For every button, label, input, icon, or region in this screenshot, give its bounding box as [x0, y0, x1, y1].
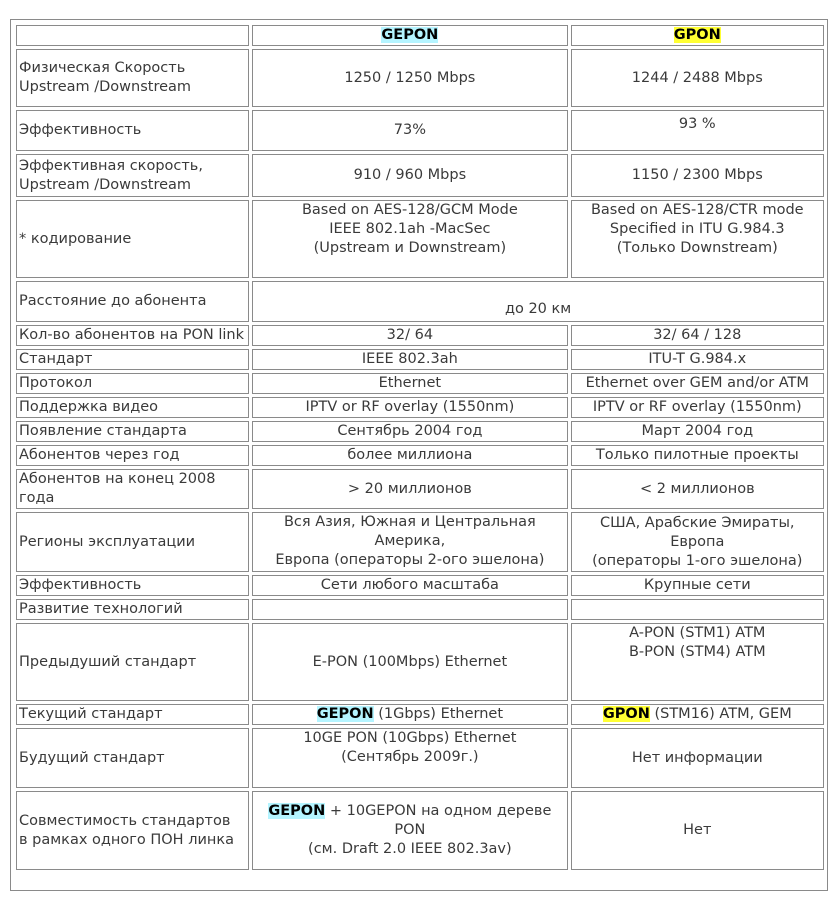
gepon-cell: Вся Азия, Южная и Центральная Америка, Европа (операторы 2-ого эшелона): [252, 512, 567, 572]
row-label: Совместимость стандартов в рамках одного ПОН линка: [16, 791, 249, 870]
row-label: Регионы эксплуатации: [16, 512, 249, 572]
table-row: [16, 791, 824, 870]
gpon-cell: Ethernet over GEM and/or ATM: [571, 373, 824, 394]
gpon-cell: IPTV or RF overlay (1550nm): [571, 397, 824, 418]
table-row: [16, 512, 824, 572]
gpon-cell: GPON (STM16) ATM, GEM: [571, 704, 824, 725]
gepon-cell: 32/ 64: [252, 325, 567, 346]
header-gepon: [252, 25, 567, 46]
table-row: [16, 325, 824, 346]
gpon-cell: Только пилотные проекты: [571, 445, 824, 466]
table-row: [16, 623, 824, 701]
header-gpon: [571, 25, 824, 46]
table-row: [16, 575, 824, 596]
gpon-cell: 1150 / 2300 Mbps: [571, 154, 824, 197]
table-row: [16, 728, 824, 788]
comparison-table-frame: [10, 19, 828, 891]
gpon-cell: 93 %: [571, 110, 824, 151]
gpon-cell: США, Арабские Эмираты, Европа (операторы 1-ого эшелона): [571, 512, 824, 572]
row-label: * кодирование: [16, 200, 249, 278]
row-label: Развитие технологий: [16, 599, 249, 620]
table-row: [16, 200, 824, 278]
gpon-cell: Нет информации: [571, 728, 824, 788]
gepon-cell: Сети любого масштаба: [252, 575, 567, 596]
table-row: [16, 704, 824, 725]
table-row: [16, 349, 824, 370]
gepon-cell: 73%: [252, 110, 567, 151]
gepon-cell: > 20 миллионов: [252, 469, 567, 509]
row-label: Абонентов через год: [16, 445, 249, 466]
gpon-cell: 1244 / 2488 Mbps: [571, 49, 824, 107]
row-label: Эффективная скорость, Upstream /Downstream: [16, 154, 249, 197]
gepon-cell: IEEE 802.3ah: [252, 349, 567, 370]
row-label: Протокол: [16, 373, 249, 394]
row-label: Расстояние до абонента: [16, 281, 249, 322]
gepon-cell: IPTV or RF overlay (1550nm): [252, 397, 567, 418]
gpon-cell: Крупные сети: [571, 575, 824, 596]
gepon-cell: Сентябрь 2004 год: [252, 421, 567, 442]
row-label: Будущий стандарт: [16, 728, 249, 788]
gpon-highlight: GPON: [673, 27, 721, 43]
row-label: Стандарт: [16, 349, 249, 370]
table-row: [16, 397, 824, 418]
table-row: [16, 49, 824, 107]
table-row: [16, 445, 824, 466]
gpon-cell: Март 2004 год: [571, 421, 824, 442]
merged-cell: до 20 км: [252, 281, 824, 322]
table-row: [16, 281, 824, 322]
gepon-cell: более миллиона: [252, 445, 567, 466]
gpon-cell: [571, 599, 824, 620]
row-label: Физическая Скорость Upstream /Downstream: [16, 49, 249, 107]
gpon-cell: Нет: [571, 791, 824, 870]
gepon-cell: GEPON (1Gbps) Ethernet: [252, 704, 567, 725]
gepon-cell: E-PON (100Mbps) Ethernet: [252, 623, 567, 701]
gpon-cell: 32/ 64 / 128: [571, 325, 824, 346]
gepon-highlight: GEPON: [381, 27, 439, 43]
gepon-cell: 910 / 960 Mbps: [252, 154, 567, 197]
row-label: Появление стандарта: [16, 421, 249, 442]
header-empty-cell: [16, 25, 249, 46]
table-row: [16, 373, 824, 394]
table-row: [16, 110, 824, 151]
row-label: Поддержка видео: [16, 397, 249, 418]
table-row: [16, 421, 824, 442]
table-row: [16, 469, 824, 509]
gepon-cell: 1250 / 1250 Mbps: [252, 49, 567, 107]
gepon-cell: 10GE PON (10Gbps) Ethernet (Сентябрь 2009г.): [252, 728, 567, 788]
row-label: Текущий стандарт: [16, 704, 249, 725]
row-label: Кол-во абонентов на PON link: [16, 325, 249, 346]
gpon-highlight: GPON: [602, 706, 650, 722]
table-row: [16, 599, 824, 620]
gepon-cell: Based on AES-128/GCM Mode IEEE 802.1ah -MacSec (Upstream и Downstream): [252, 200, 567, 278]
row-label: Эффективность: [16, 110, 249, 151]
row-label: Эффективность: [16, 575, 249, 596]
row-label: Абонентов на конец 2008 года: [16, 469, 249, 509]
table-header-row: [16, 25, 824, 46]
gepon-highlight: GEPON: [316, 706, 374, 722]
gpon-cell: A-PON (STM1) ATM B-PON (STM4) ATM: [571, 623, 824, 701]
gpon-cell: Based on AES-128/CTR mode Specified in ITU G.984.3 (Только Downstream): [571, 200, 824, 278]
gepon-gpon-comparison-table: [13, 22, 827, 873]
gepon-cell: Ethernet: [252, 373, 567, 394]
gepon-highlight: GEPON: [268, 803, 326, 819]
gepon-cell: GEPON + 10GEPON на одном дереве PON (см. Draft 2.0 IEEE 802.3av): [252, 791, 567, 870]
table-row: [16, 154, 824, 197]
gpon-cell: < 2 миллионов: [571, 469, 824, 509]
gpon-cell: ITU-T G.984.x: [571, 349, 824, 370]
row-label: Предыдуший стандарт: [16, 623, 249, 701]
gepon-cell: [252, 599, 567, 620]
